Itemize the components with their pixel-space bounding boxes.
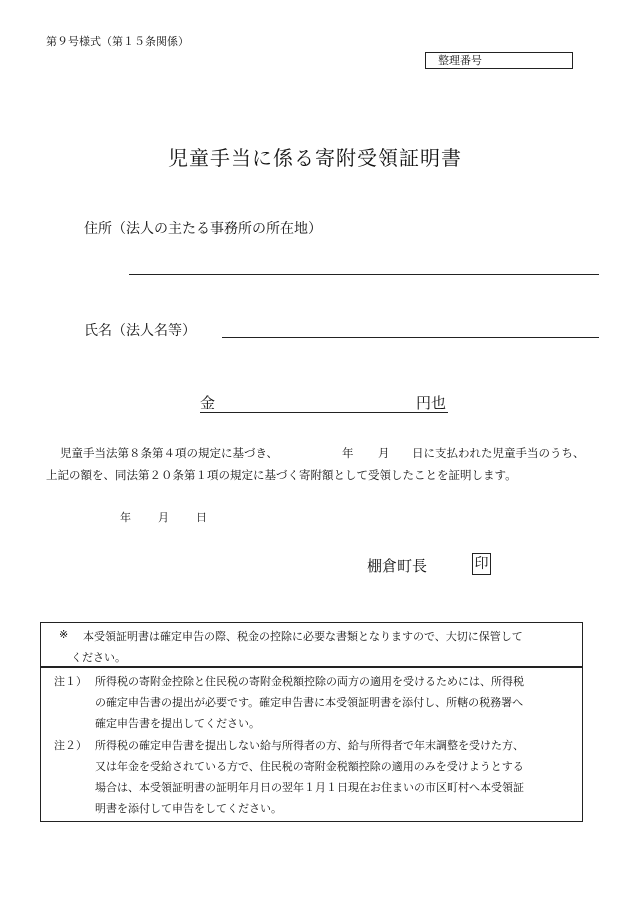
note-2-label: 注２）: [54, 739, 87, 752]
document-title: 児童手当に係る寄附受領証明書: [168, 146, 462, 170]
amount-kin-label: 金: [200, 394, 216, 412]
name-label: 氏名（法人名等）: [84, 323, 196, 339]
notes-box: [40, 667, 583, 822]
note-2-line-3: 場合は、本受領証明書の証明年月日の翌年１月１日現在お住まいの市区町村へ本受領証: [95, 781, 524, 794]
issue-year-label: 年: [120, 511, 131, 524]
note-1-line-2: の確定申告書の提出が必要です。確定申告書に本受領証明書を添付し、所轄の税務署へ: [95, 696, 524, 709]
note-2-line-4: 明書を添付して申告をしてください。: [95, 802, 282, 815]
note-1-label: 注１）: [54, 675, 87, 688]
reference-number-label: 整理番号: [438, 54, 482, 67]
payment-year-label: 年: [342, 446, 354, 460]
certification-text-pre: 児童手当法第８条第４項の規定に基づき、: [60, 446, 279, 460]
issue-month-label: 月: [158, 511, 169, 524]
amount-yen-label: 円也: [415, 394, 446, 412]
certification-line-2: 上記の額を、同法第２０条第１項の規定に基づく寄附額として受領したことを証明します。: [46, 468, 517, 482]
form-number: 第９号様式（第１５条関係）: [46, 35, 189, 48]
mayor-title: 棚倉町長: [367, 557, 428, 575]
address-line: [129, 274, 599, 275]
notice-line-2: ください。: [71, 651, 126, 664]
payment-month-label: 月: [378, 446, 390, 460]
amount-field: [200, 392, 448, 413]
notice-box: [40, 622, 583, 667]
notice-line-1: 本受領証明書は確定申告の際、税金の控除に必要な書類となりますので、大切に保管して: [83, 630, 523, 643]
certification-line-1: [60, 445, 585, 461]
name-line: [222, 337, 599, 338]
payment-day-text: 日に支払われた児童手当のうち、: [412, 446, 585, 460]
reference-number-box: [425, 52, 573, 69]
issue-day-label: 日: [196, 511, 207, 524]
seal-box: 印: [472, 553, 491, 575]
address-label: 住所（法人の主たる事務所の所在地）: [84, 221, 322, 237]
note-2-line-2: 又は年金を受給されている方で、住民税の寄附金税額控除の適用のみを受けようとする: [95, 760, 524, 773]
note-1-line-1: 所得税の寄附金控除と住民税の寄附金税額控除の両方の適用を受けるためには、所得税: [95, 675, 524, 688]
note-2-line-1: 所得税の確定申告書を提出しない給与所得者の方、給与所得者で年末調整を受けた方、: [95, 739, 524, 752]
notice-mark: ※: [59, 628, 69, 641]
note-1-line-3: 確定申告書を提出してください。: [95, 717, 260, 730]
